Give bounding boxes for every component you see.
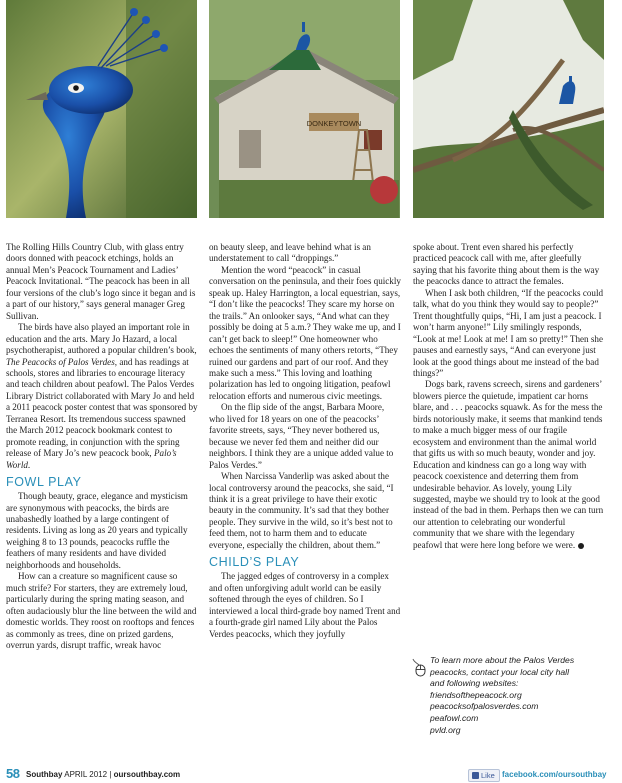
photo-peacock-head xyxy=(6,0,197,218)
section-heading-fowl-play: FOWL PLAY xyxy=(6,475,82,490)
footer-separator: | xyxy=(109,770,112,779)
paragraph xyxy=(6,322,198,471)
paragraph xyxy=(413,379,605,551)
info-line: peacocks, contact your local city hall xyxy=(430,666,569,677)
facebook-like-button[interactable] xyxy=(468,769,500,782)
website-link[interactable]: peacocksofpalosverdes.com xyxy=(430,701,539,712)
site-link[interactable]: oursouthbay.com xyxy=(113,770,181,779)
donkeytown-sign: DONKEYTOWN xyxy=(306,119,362,128)
page-number: 58 xyxy=(6,766,20,781)
paragraph: on beauty sleep, and leave behind what is an understatement to call “droppings.” xyxy=(209,242,371,264)
section-heading-childs-play: CHILD’S PLAY xyxy=(209,555,300,570)
article-column-1 xyxy=(6,242,198,651)
paragraph: The Rolling Hills Country Club, with glass entry doors donned with peacock etchings, holds an annual Men’s Peacock Tournament and Ladies’ Peacock Invitational. “The peacock has been in all four versions of the club’s logo since it began and is a part of our history,” says general manager Greg Sullivan. xyxy=(6,242,196,321)
paragraph-text: The birds have also played an important role in education and the arts. Mary Jo Hazard, a local psychotherapist, authored a popular children’s book, xyxy=(6,322,197,356)
issue-date: APRIL 2012 xyxy=(64,770,108,779)
paragraph: When Narcissa Vanderlip was asked about the local controversy around the peacocks, she said, “I think it is a great privilege to have their exotic beauty in the community. It’s sad that they bother people. They survive in the wild, so it’s best not to feed them, not to harm them and to educate everyone, especially the children, about them.” xyxy=(209,471,394,550)
magazine-credit xyxy=(26,770,180,779)
paragraph: When I ask both children, “If the peacocks could talk, what do you think they would say to people?” Trent thoughtfully quips, “Hi, I am just a peacock. I won’t harm anyone!” Lily smilingly responds, “Look at me! Look at me! I am so pretty!” Then she pauses and earnestly says, “And can everyone just look at the good things about me instead of the bad things?” xyxy=(413,287,604,378)
paragraph: How can a creature so magnificent cause so much strife? For starters, they are extremely loud, particularly during the spring mating season, and often audaciously blur the line between the wild and domestic worlds. They roost on rooftops and fences as commonly as trees, dine on prized gardens, overrun yards, disrupt traffic, wreak havoc xyxy=(6,571,197,650)
paragraph-text: . xyxy=(27,459,31,470)
facebook-link[interactable]: facebook.com/oursouthbay xyxy=(502,770,607,779)
book-title: Palo’s World xyxy=(6,448,177,470)
book-title: The Peacocks of Palos Verdes, xyxy=(6,356,118,367)
article-column-3 xyxy=(413,242,605,551)
article-column-2 xyxy=(209,242,401,640)
paragraph: Mention the word “peacock” in casual conversation on the peninsula, and their foes quickly speak up. Haley Harrington, a local equestrian, says, “I don’t like the peacocks! They scare my horse on the trails.” An onlooker says, “And what can they possibly be doing at 5 a.m.? They wake me up, and I can’t get back to sleep!” One homeowner who echoes the sentiments of many others retorts, “They ruined our gardens and part of our roof. And they make such a mess.” This loving and loathing polarization has led to ongoing litigation, peafowl relocation efforts and numerous civic meetings. xyxy=(209,264,401,401)
end-mark-icon xyxy=(578,543,584,549)
magazine-brand: Southbay xyxy=(26,770,63,779)
photo-peacock-on-roof xyxy=(209,0,400,218)
computer-mouse-icon xyxy=(410,657,428,677)
peacock-tree-image xyxy=(413,0,604,218)
paragraph: Though beauty, grace, elegance and mysticism are synonymous with peacocks, the birds are unabashedly loathed by a large contingent of residents. Living as long as 20 years and typically weighing 8 to 13 pounds, peacocks ruffle the feathers of many residents and have divided neighborhoods and households. xyxy=(6,491,188,570)
paragraph: On the flip side of the angst, Barbara Moore, who lived for 18 years on one of the peacocks’ favorite streets, says, “They never bothered us, because we never fed them and neither did our neighbors. I think they are a unique added value to Palos Verdes.” xyxy=(209,402,394,470)
paragraph: The jagged edges of controversy in a complex and often unforgiving adult world can be easily softened through the eyes of children. So I interviewed a local third-grade boy named Trent and a fourth-grade girl named Lily about the Palos Verdes peacocks, which they joyfully xyxy=(209,571,401,639)
info-line: and following websites: xyxy=(430,678,519,689)
photo-peacock-in-tree xyxy=(413,0,604,218)
website-link[interactable]: friendsofthepeacock.org xyxy=(430,689,522,700)
page-footer xyxy=(6,766,607,782)
like-label: Like xyxy=(481,771,495,780)
info-box xyxy=(410,655,610,736)
info-line: To learn more about the Palos Verdes xyxy=(430,655,575,665)
website-link[interactable]: peafowl.com xyxy=(430,712,479,723)
peacock-roof-image xyxy=(209,0,400,218)
paragraph-text: and has readings at schools, stores and libraries to encourage literacy and teach children about peafowl. The Palos Verdes Library District collaborated with Mary Jo and held a 2011 peacock poster contest that was sponsored by Terranea Resort. Its tremendous success spawned the March 2012 peacock bookmark contest to promote reading, in conjunction with the spring release of Mary Jo’s new peacock book, xyxy=(6,356,198,459)
paragraph-text: Dogs bark, ravens screech, sirens and gardeners’ blowers pierce the quietude, impatient car horns blare, and . . . peacocks squawk. As for the mess the birds notoriously make, it seems that mankind tends to make a much bigger mess of our fragile ecosystem and environment than the animal world that gifts us with so much beauty, wonder and joy. Education and kindness can go a long way with peacock coexistence and deterring them from undesirable behavior. As lovely, young Lily suggested, maybe we should try to look at the good instead of the bad in them. Perhaps then we can turn our attention to celebrating our wonderful community that we share with the legendary peafowl that were here long before we were. xyxy=(413,379,604,550)
peacock-head-image xyxy=(6,0,197,218)
thumbs-up-icon xyxy=(472,772,479,779)
paragraph: spoke about. Trent even shared his perfectly practiced peacock call with me, after gleefully saying that his favorite thing about them is the way the peacocks dance to attract the females. xyxy=(413,242,600,287)
website-link[interactable]: pvld.org xyxy=(430,724,461,735)
